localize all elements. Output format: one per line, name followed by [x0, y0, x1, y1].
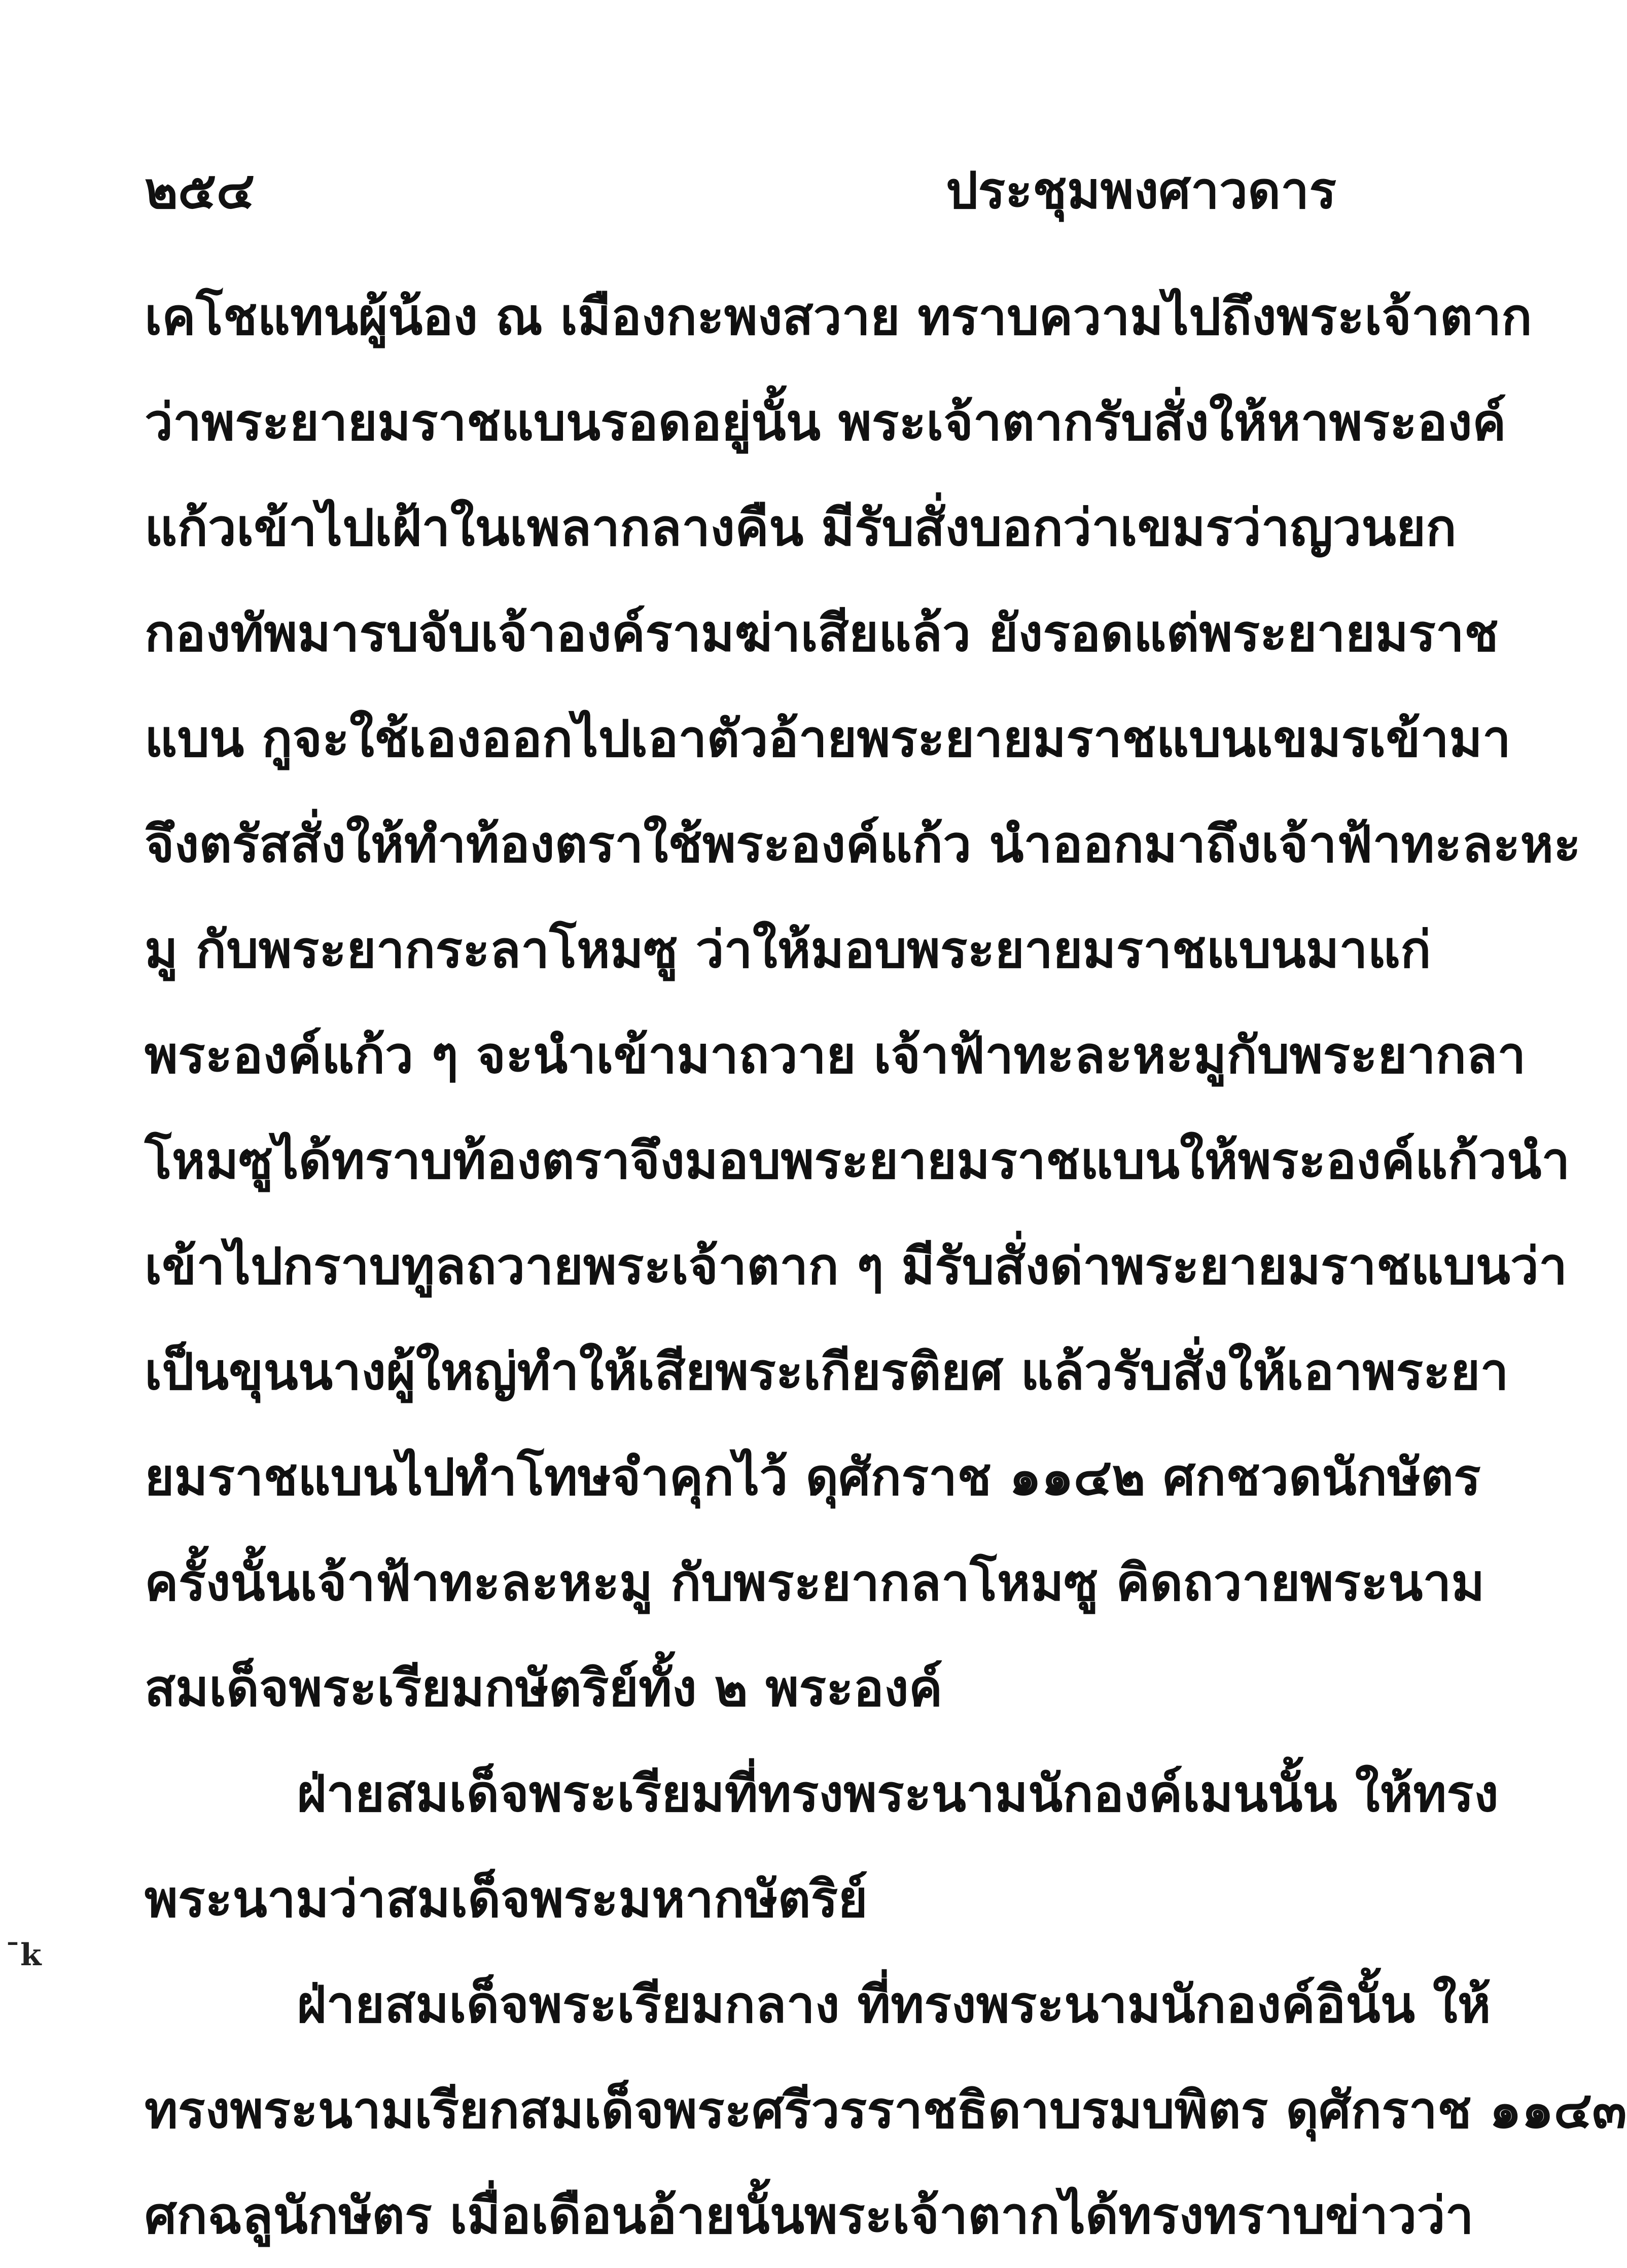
text-line: ยมราชแบนไปทำโทษจำคุกไว้ ดุศักราช ๑๑๔๒ ศกชวดนักษัตร	[145, 1447, 1481, 1507]
text-line: มู กับพระยากระลาโหมซู ว่าให้มอบพระยายมราชแบนมาแก่	[145, 919, 1431, 979]
text-line: โหมซูได้ทราบท้องตราจึงมอบพระยายมราชแบนให้พระองค์แก้วนำ	[145, 1130, 1570, 1190]
text-line: ฝ่ายสมเด็จพระเรียมกลาง ที่ทรงพระนามนักองค์อินั้น ให้	[297, 1974, 1491, 2034]
text-line: พระองค์แก้ว ๆ จะนำเข้ามาถวาย เจ้าฟ้าทะละหะมูกับพระยากลา	[145, 1025, 1526, 1085]
text-line: ทรงพระนามเรียกสมเด็จพระศรีวรราชธิดาบรมบพิตร ดุศักราช ๑๑๔๓	[145, 2080, 1627, 2140]
text-line: สมเด็จพระเรียมกษัตริย์ทั้ง ๒ พระองค์	[145, 1658, 943, 1718]
text-line: ฝ่ายสมเด็จพระเรียมที่ทรงพระนามนักองค์เมนนั้น ให้ทรง	[297, 1763, 1499, 1823]
text-line: แก้วเข้าไปเฝ้าในเพลากลางคืน มีรับสั่งบอกว่าเขมรว่าญวนยก	[145, 498, 1457, 557]
page-header	[145, 152, 1336, 228]
text-line: ศกฉลูนักษัตร เมื่อเดือนอ้ายนั้นพระเจ้าตากได้ทรงทราบข่าวว่า	[145, 2185, 1474, 2245]
page-number: ๒๕๔	[145, 160, 255, 220]
text-line: เป็นขุนนางผู้ใหญ่ทำให้เสียพระเกียรติยศ แล้วรับสั่งให้เอาพระยา	[145, 1341, 1509, 1401]
text-line: พระนามว่าสมเด็จพระมหากษัตริย์	[145, 1869, 868, 1929]
text-line: เคโชแทนผู้น้อง ณ เมืองกะพงสวาย ทราบความไปถึงพระเจ้าตาก	[145, 287, 1532, 346]
text-line: จึงตรัสสั่งให้ทำท้องตราใช้พระองค์แก้ว นำออกมาถึงเจ้าฟ้าทะละหะ	[145, 814, 1581, 874]
margin-mark: ˉk	[5, 1937, 42, 1973]
text-line: ครั้งนั้นเจ้าฟ้าทะละหะมู กับพระยากลาโหมซู คิดถวายพระนาม	[145, 1552, 1485, 1612]
text-line: เข้าไปกราบทูลถวายพระเจ้าตาก ๆ มีรับสั่งด่าพระยายมราชแบนว่า	[145, 1236, 1568, 1296]
running-title: ประชุมพงศาวดาร	[945, 160, 1336, 220]
text-line: ว่าพระยายมราชแบนรอดอยู่นั้น พระเจ้าตากรับสั่งให้หาพระองค์	[145, 392, 1506, 452]
text-line: แบน กูจะใช้เองออกไปเอาตัวอ้ายพระยายมราชแบนเขมรเข้ามา	[145, 708, 1511, 768]
body-text	[145, 264, 1627, 2268]
text-line: กองทัพมารบจับเจ้าองค์รามฆ่าเสียแล้ว ยังรอดแต่พระยายมราช	[145, 603, 1499, 663]
